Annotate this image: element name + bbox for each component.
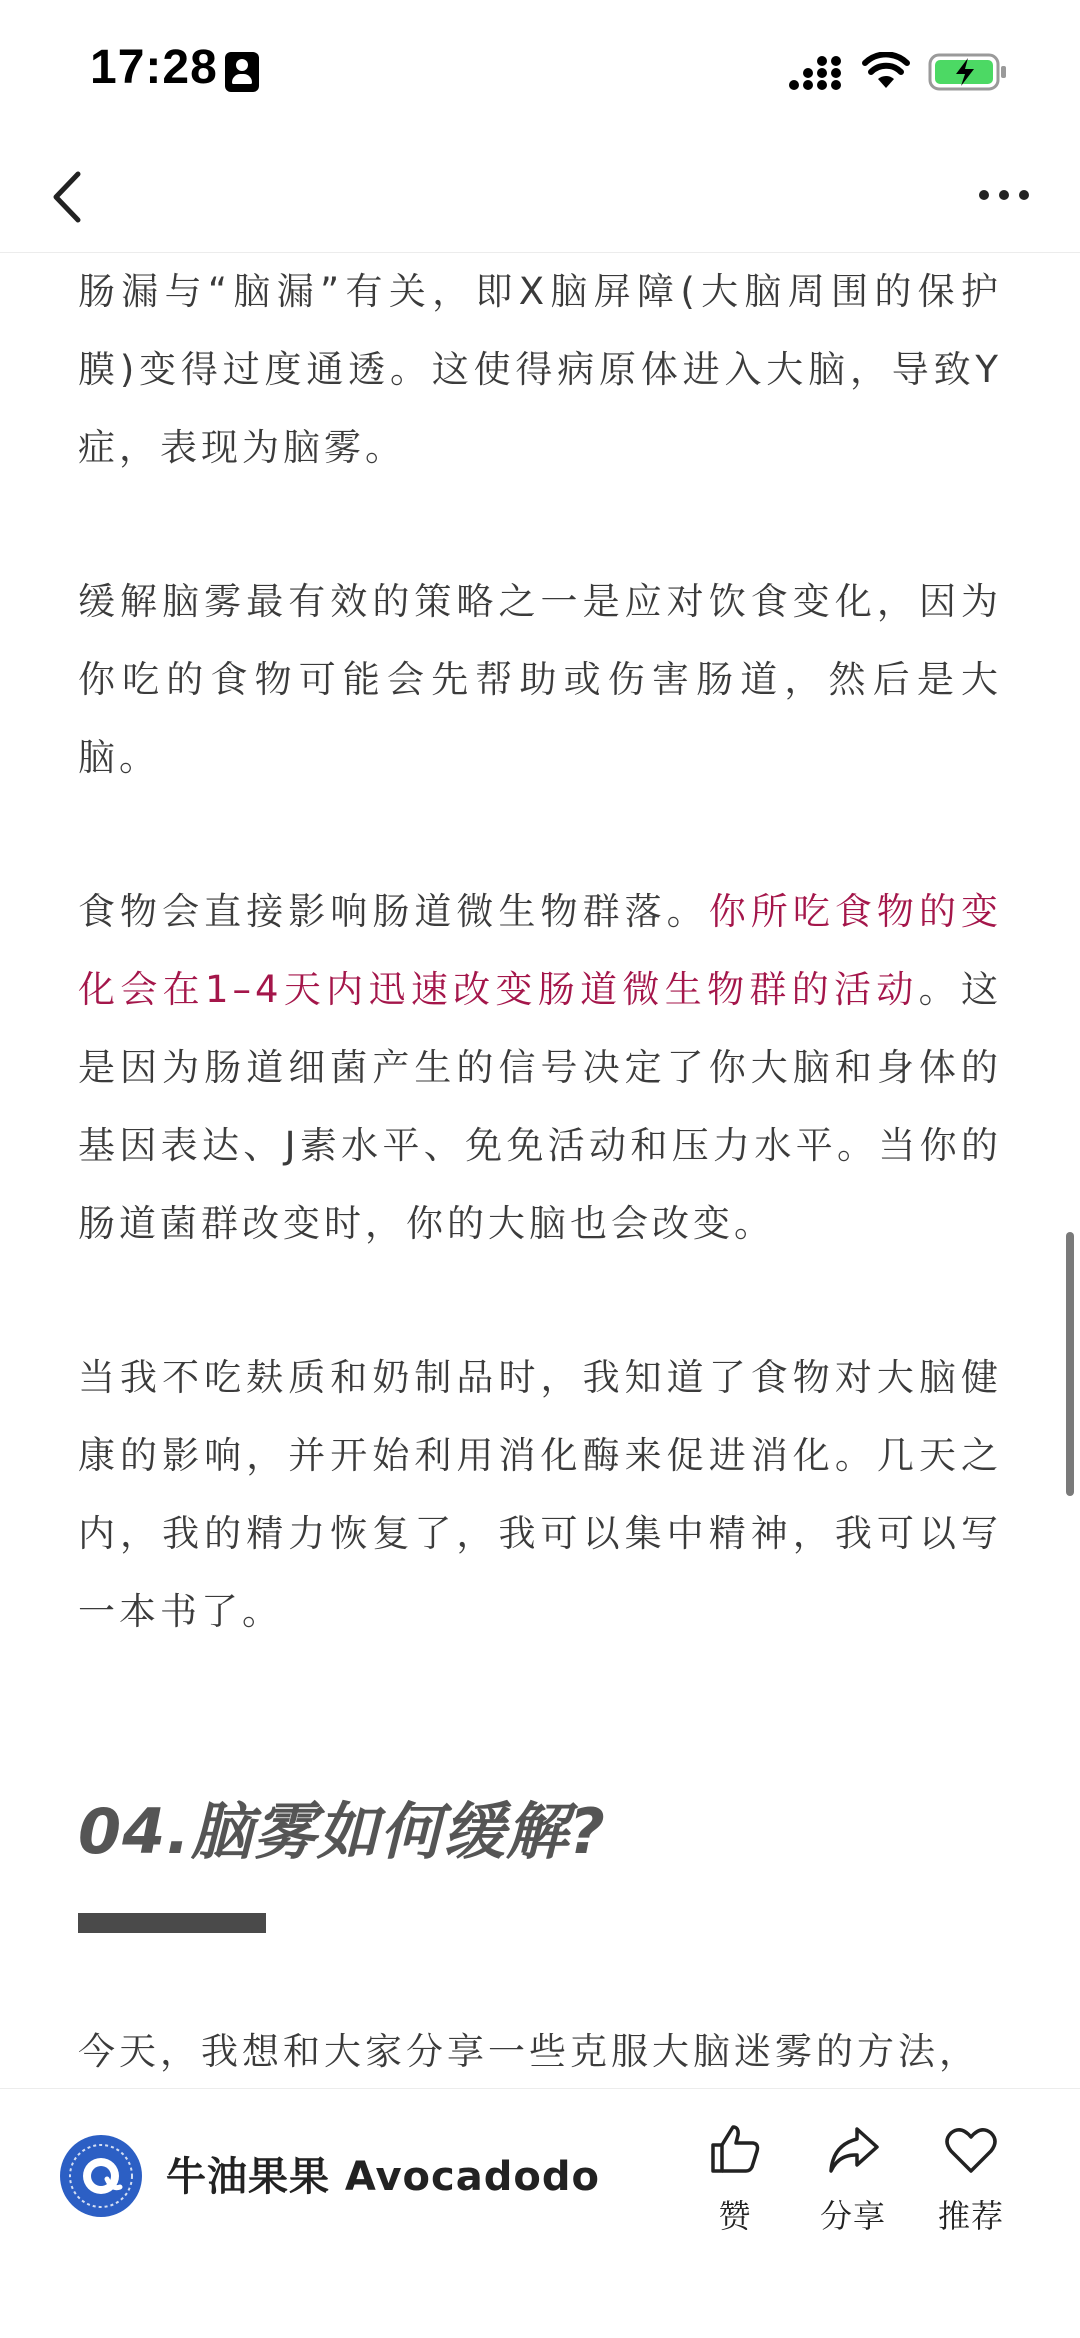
recommend-label: 推荐: [937, 2197, 1004, 2235]
account-name[interactable]: 牛油果果 Avocadodo: [166, 2154, 600, 2200]
status-bar: [0, 0, 1080, 140]
like-label: 赞: [718, 2197, 752, 2235]
status-time: 17:28: [90, 41, 218, 94]
person-badge-icon: [225, 52, 259, 92]
bottom-action-bar: [0, 2088, 1080, 2338]
back-chevron-icon[interactable]: [38, 162, 98, 232]
share-button[interactable]: [798, 2119, 908, 2259]
article-content: [78, 253, 1002, 2085]
recommend-button[interactable]: [916, 2119, 1026, 2259]
wifi-icon: [862, 52, 910, 90]
share-arrow-icon: [823, 2119, 883, 2179]
article-paragraph: 缓解脑雾最有效的策略之一是应对饮食变化，因为你吃的食物可能会先帮助或伤害肠道，然后是大脑。: [78, 580, 1002, 779]
article-paragraph: 今天，我想和大家分享一些克服大脑迷雾的方法，: [78, 2030, 980, 2073]
article-paragraph: 当我不吃麸质和奶制品时，我知道了食物对大脑健康的影响，并开始利用消化酶来促进消化。几天之内，我的精力恢复了，我可以集中精神，我可以写一本书了。: [78, 1356, 1002, 1633]
cellular-signal-icon: [788, 55, 844, 91]
thumbs-up-icon: [705, 2119, 765, 2179]
heart-icon: [941, 2119, 1001, 2179]
article-paragraph: [78, 873, 1002, 1263]
like-button[interactable]: [680, 2119, 790, 2259]
article-paragraph: 肠漏与“脑漏”有关，即X脑屏障(大脑周围的保护膜)变得过度通透。这使得病原体进入大脑，导致Y症，表现为脑雾。: [78, 270, 1002, 469]
share-label: 分享: [819, 2197, 886, 2235]
paragraph-text: 。这是因为肠道细菌产生的信号决定了你大脑和身体的基因表达、J素水平、免免活动和压力水平。当你的肠道菌群改变时，你的大脑也会改变。: [78, 968, 1002, 1245]
more-options-icon[interactable]: [976, 180, 1032, 210]
scroll-indicator[interactable]: [1066, 1232, 1074, 1496]
section-title-underline: [78, 1913, 266, 1933]
section-title: 04.脑雾如何缓解?: [78, 1795, 606, 1868]
account-avatar[interactable]: [60, 2135, 142, 2217]
avocado-logo-icon: [60, 2135, 142, 2217]
highlighted-text: 你所吃食物的变化会在1–4天内迅速改变肠道微生物群的活动: [78, 890, 1002, 1011]
nav-bar: [0, 140, 1080, 253]
paragraph-text: 食物会直接影响肠道微生物群落。: [78, 890, 709, 933]
battery-charging-icon: [928, 52, 1008, 92]
